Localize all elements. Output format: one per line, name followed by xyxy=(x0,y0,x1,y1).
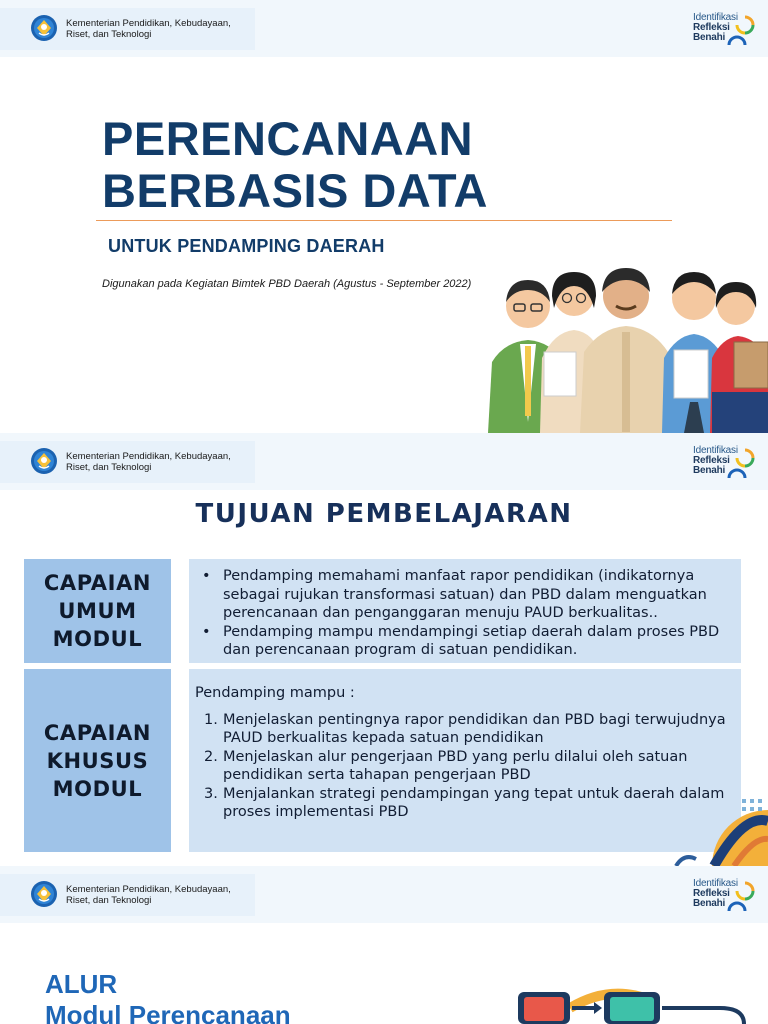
slide-header xyxy=(0,866,768,923)
irb-logo-line3: Benahi xyxy=(693,465,726,476)
general-objectives-label xyxy=(24,559,171,663)
list-item xyxy=(195,785,731,822)
irb-logo-line3: Benahi xyxy=(693,32,726,43)
slide-header xyxy=(0,433,768,490)
educators-illustration xyxy=(484,262,768,433)
irb-logo-line2: Refleksi xyxy=(693,22,730,33)
irb-logo-line2: Refleksi xyxy=(693,888,730,899)
ministry-name-line2: Riset, dan Teknologi xyxy=(66,895,152,906)
title-divider xyxy=(96,220,672,221)
irb-logo-line1: Identifikasi xyxy=(693,878,738,889)
ministry-name xyxy=(66,884,231,906)
label-line: MODUL xyxy=(52,776,143,801)
irb-logo-line1: Identifikasi xyxy=(693,445,738,456)
irb-logo xyxy=(693,13,757,45)
list-item-number: 3. xyxy=(204,785,218,802)
irb-ring-icon xyxy=(735,15,755,35)
decorative-pattern xyxy=(674,793,768,866)
ministry-name-line2: Riset, dan Teknologi xyxy=(66,29,152,40)
list-item-text: Menjelaskan alur pengerjaan PBD yang perlu dilalui oleh satuan pendidikan serta tahapan pengerjaan PBD xyxy=(223,748,688,783)
ministry-name xyxy=(66,18,231,40)
list-item-number: 2. xyxy=(204,748,218,765)
label-line: MODUL xyxy=(52,627,143,651)
irb-logo xyxy=(693,879,757,911)
cover-title-line2: BERBASIS DATA xyxy=(102,164,488,217)
ministry-name-line1: Kementerian Pendidikan, Kebudayaan, xyxy=(66,884,231,895)
label-line: UMUM xyxy=(58,599,137,623)
general-objectives-content xyxy=(189,559,741,663)
irb-ring-icon xyxy=(735,448,755,468)
label-line: KHUSUS xyxy=(46,748,149,773)
specific-objectives-label xyxy=(24,669,171,852)
usage-note: Digunakan pada Kegiatan Bimtek PBD Daerah (Agustus - September 2022) xyxy=(102,278,472,290)
list-item xyxy=(201,567,731,623)
ministry-name-line1: Kementerian Pendidikan, Kebudayaan, xyxy=(66,451,231,462)
slide-cover xyxy=(0,0,768,433)
irb-logo-line1: Identifikasi xyxy=(693,12,738,23)
cover-title xyxy=(102,113,488,217)
irb-arc-icon xyxy=(727,468,747,478)
flow-diagram-preview xyxy=(500,978,768,1024)
cover-title-line1: PERENCANAAN xyxy=(102,112,474,165)
slide-learning-objectives xyxy=(0,433,768,866)
ministry-name-line1: Kementerian Pendidikan, Kebudayaan, xyxy=(66,18,231,29)
irb-ring-icon xyxy=(735,881,755,901)
specific-objectives-list xyxy=(195,711,731,822)
objectives-title: TUJUAN PEMBELAJARAN xyxy=(195,499,573,529)
list-item-text: Pendamping memahami manfaat rapor pendidikan (indikatornya sebagai rujukan transformasi satuan) dan PBD dalam menguatkan perencanaan dan penganggaran menuju PAUD berkualitas.. xyxy=(223,568,707,621)
module-flow-title-line2: Modul Perencanaan xyxy=(45,1000,291,1024)
slide-header xyxy=(0,0,768,57)
list-item-text: Menjalankan strategi pendampingan yang tepat untuk daerah dalam proses implementasi PBD xyxy=(223,785,725,820)
irb-logo-line3: Benahi xyxy=(693,898,726,909)
label-line: CAPAIAN xyxy=(43,571,152,595)
bullet-icon: • xyxy=(202,623,211,640)
tut-wuri-handayani-logo-icon xyxy=(30,447,58,475)
irb-arc-icon xyxy=(727,35,747,45)
list-item xyxy=(195,748,731,785)
list-item xyxy=(195,711,731,748)
ministry-name xyxy=(66,451,231,473)
bullet-icon: • xyxy=(202,568,211,584)
slide-module-flow xyxy=(0,866,768,1024)
cover-subtitle: UNTUK PENDAMPING DAERAH xyxy=(108,236,385,256)
list-item xyxy=(201,623,731,660)
general-objectives-list xyxy=(201,567,731,660)
irb-logo xyxy=(693,446,757,478)
tut-wuri-handayani-logo-icon xyxy=(30,14,58,42)
specific-objectives-intro: Pendamping mampu : xyxy=(195,685,355,701)
irb-arc-icon xyxy=(727,901,747,911)
module-flow-title xyxy=(45,969,291,1024)
person-5 xyxy=(710,282,768,433)
module-flow-title-line1: ALUR xyxy=(45,969,118,999)
ministry-name-line2: Riset, dan Teknologi xyxy=(66,462,152,473)
specific-objectives-content xyxy=(189,669,741,852)
label-line: CAPAIAN xyxy=(43,720,152,745)
list-item-text: Pendamping mampu mendampingi setiap daerah dalam proses PBD dan perencanaan program di satuan pendidikan. xyxy=(223,623,720,658)
list-item-text: Menjelaskan pentingnya rapor pendidikan dan PBD bagi terwujudnya PAUD berkualitas kepada satuan pendidikan xyxy=(223,711,726,746)
list-item-number: 1. xyxy=(204,711,218,728)
irb-logo-line2: Refleksi xyxy=(693,455,730,466)
tut-wuri-handayani-logo-icon xyxy=(30,880,58,908)
